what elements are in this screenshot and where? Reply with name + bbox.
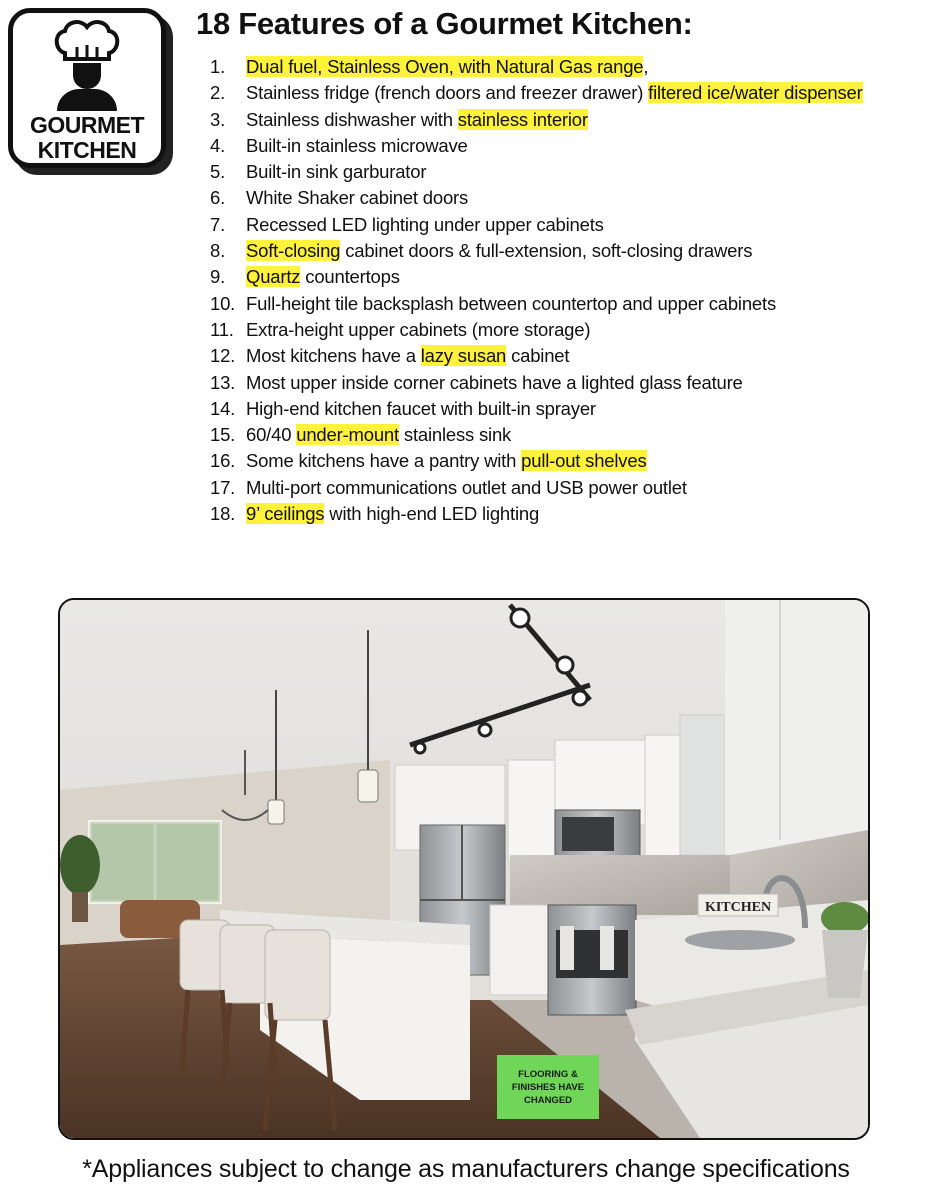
feature-text: Multi-port communications outlet and USB power outlet — [246, 476, 687, 498]
feature-number: 2. — [210, 82, 226, 104]
feature-highlight: stainless interior — [457, 108, 588, 130]
feature-text: Most kitchens have a — [246, 345, 421, 367]
feature-number: 5. — [210, 161, 226, 183]
feature-item — [210, 159, 863, 185]
feature-number: 18. — [210, 503, 236, 525]
feature-item — [210, 264, 863, 290]
features-list — [210, 54, 863, 527]
feature-item — [210, 422, 863, 448]
feature-number: 17. — [210, 476, 236, 498]
feature-highlight: Dual fuel, Stainless Oven, with Natural Gas range — [246, 56, 644, 77]
badge-line-1: GOURMET — [29, 112, 145, 138]
kitchen-illustration — [60, 600, 868, 1138]
feature-text: Stainless dishwasher with — [246, 108, 458, 130]
feature-text: Built-in sink garburator — [246, 161, 427, 183]
feature-number: 11. — [210, 318, 234, 340]
feature-number: 13. — [210, 371, 236, 393]
feature-highlight: Quartz — [246, 266, 301, 288]
feature-item — [210, 54, 863, 80]
feature-item — [210, 448, 863, 474]
feature-text: with high-end LED lighting — [324, 503, 540, 525]
feature-text: cabinet doors & full-extension, soft-closing drawers — [340, 240, 753, 262]
feature-item — [210, 317, 863, 343]
feature-item — [210, 80, 863, 106]
page-title: 18 Features of a Gourmet Kitchen: — [196, 6, 693, 41]
feature-number: 1. — [210, 56, 226, 77]
feature-item — [210, 185, 863, 211]
feature-text: Built-in stainless microwave — [246, 134, 468, 156]
feature-number: 15. — [210, 424, 236, 446]
feature-highlight: under-mount — [296, 424, 399, 446]
feature-text: countertops — [300, 266, 400, 288]
feature-number: 4. — [210, 134, 226, 156]
footnote: *Appliances subject to change as manufacturers change specifications — [82, 1155, 850, 1183]
feature-item — [210, 370, 863, 396]
feature-number: 14. — [210, 397, 236, 419]
feature-text: Most upper inside corner cabinets have a lighted glass feature — [246, 371, 743, 393]
badge-label — [13, 113, 161, 163]
kitchen-sign: KITCHEN — [704, 900, 772, 915]
feature-item — [210, 238, 863, 264]
feature-item — [210, 475, 863, 501]
feature-number: 10. — [210, 292, 236, 314]
feature-text: Some kitchens have a pantry with — [246, 450, 522, 472]
feature-number: 7. — [210, 213, 226, 235]
feature-highlight: filtered ice/water dispenser — [648, 82, 863, 104]
feature-number: 8. — [210, 240, 226, 262]
feature-text: Extra-height upper cabinets (more storage) — [246, 318, 591, 340]
feature-number: 12. — [210, 345, 236, 367]
feature-number: 3. — [210, 108, 226, 130]
feature-highlight: Soft-closing — [246, 240, 341, 262]
feature-text: Full-height tile backsplash between countertop and upper cabinets — [246, 292, 777, 314]
feature-text: Stainless fridge (french doors and freezer drawer) — [246, 82, 649, 104]
kitchen-photo — [58, 598, 870, 1140]
feature-number: 9. — [210, 266, 226, 288]
feature-item — [210, 291, 863, 317]
feature-item — [210, 107, 863, 133]
feature-text: Recessed LED lighting under upper cabinets — [246, 213, 604, 235]
feature-highlight: lazy susan — [420, 345, 507, 367]
feature-text: 60/40 — [246, 424, 297, 446]
feature-text: cabinet — [506, 345, 570, 367]
feature-text: , — [643, 56, 649, 77]
feature-item — [210, 396, 863, 422]
feature-item — [210, 501, 863, 527]
feature-item — [210, 212, 863, 238]
gourmet-kitchen-badge — [8, 8, 166, 168]
badge-line-2: KITCHEN — [37, 137, 137, 163]
feature-number: 6. — [210, 187, 226, 209]
feature-highlight: 9’ ceilings — [246, 503, 325, 525]
feature-text: White Shaker cabinet doors — [246, 187, 469, 209]
flooring-sticker: FLOORING & FINISHES HAVE CHANGED — [497, 1055, 599, 1119]
feature-item — [210, 343, 863, 369]
feature-item — [210, 133, 863, 159]
feature-highlight: pull-out shelves — [521, 450, 647, 472]
chef-icon — [51, 19, 123, 111]
feature-text: High-end kitchen faucet with built-in sprayer — [246, 397, 596, 419]
feature-number: 16. — [210, 450, 236, 472]
feature-text: stainless sink — [398, 424, 512, 446]
